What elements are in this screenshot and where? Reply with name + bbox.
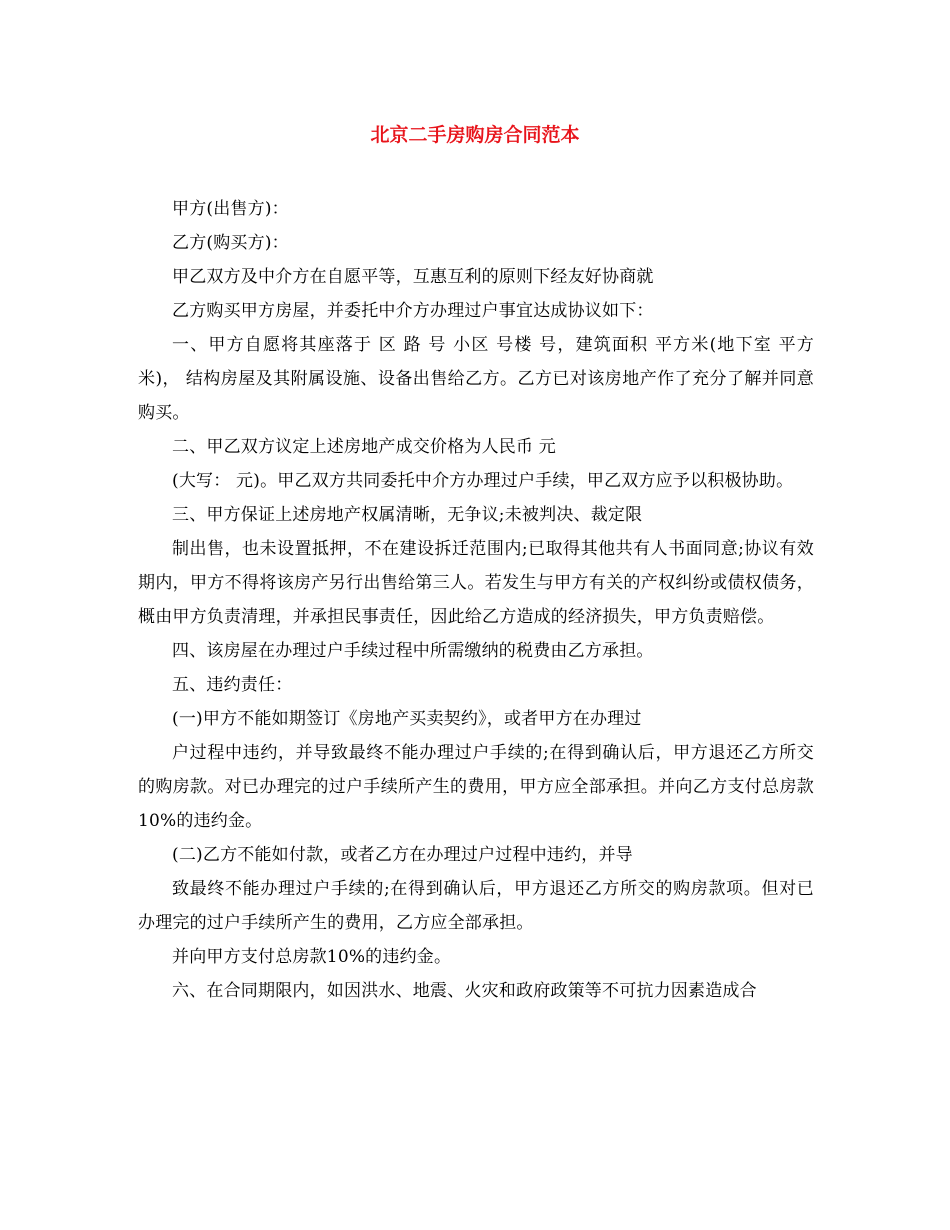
paragraph-clause-5-2-penalty: 并向甲方支付总房款10%的违约金。 (172, 947, 452, 967)
paragraph-clause-5-2: (二)乙方不能如付款，或者乙方在办理过户过程中违约，并导 (172, 845, 633, 865)
paragraph-buyer: 乙方(购买方)： (172, 233, 289, 253)
paragraph-clause-5-1: (一)甲方不能如期签订《房地产买卖契约》，或者甲方在办理过 (172, 709, 642, 729)
paragraph-clause-1: 一、甲方自愿将其座落于 区 路 号 小区 号楼 号，建筑面积 平方米(地下室 平方米)， 结构房屋及其附属设施、设备出售给乙方。乙方已对该房地产作了充分了解并同意购买。 (138, 335, 814, 423)
paragraph-clause-4: 四、该房屋在办理过户手续过程中所需缴纳的税费由乙方承担。 (172, 641, 654, 661)
paragraph-clause-5-2-cont: 致最终不能办理过户手续的;在得到确认后，甲方退还乙方所交的购房款项。但对已办理完的过户手续所产生的费用，乙方应全部承担。 (138, 879, 814, 933)
document-title: 北京二手房购房合同范本 (370, 124, 580, 146)
paragraph-clause-5-1-cont: 户过程中违约，并导致最终不能办理过户手续的;在得到确认后，甲方退还乙方所交的购房款。对已办理完的过户手续所产生的费用，甲方应全部承担。并向乙方支付总房款10%的违约金。 (138, 743, 814, 831)
paragraph-clause-5: 五、违约责任： (172, 675, 293, 695)
paragraph-clause-3-cont: 制出售，也未设置抵押，不在建设拆迁范围内;已取得其他共有人书面同意;协议有效期内，甲方不得将该房产另行出售给第三人。若发生与甲方有关的产权纠纷或债权债务，概由甲方负责清理，并承担民事责任，因此给乙方造成的经济损失，甲方负责赔偿。 (138, 539, 814, 627)
paragraph-clause-6: 六、在合同期限内，如因洪水、地震、火灾和政府政策等不可抗力因素造成合 (172, 981, 757, 1001)
paragraph-seller: 甲方(出售方)： (172, 199, 289, 219)
paragraph-intro-1: 甲乙双方及中介方在自愿平等，互惠互利的原则下经友好协商就 (172, 267, 654, 287)
paragraph-clause-2: 二、甲乙双方议定上述房地产成交价格为人民币 元 (172, 437, 557, 457)
paragraph-clause-2-cont: (大写： 元)。甲乙双方共同委托中介方办理过户手续，甲乙双方应予以积极协助。 (172, 471, 794, 491)
paragraph-clause-3: 三、甲方保证上述房地产权属清晰，无争议;未被判决、裁定限 (172, 505, 643, 525)
paragraph-intro-2: 乙方购买甲方房屋，并委托中介方办理过户事宜达成协议如下： (172, 301, 654, 321)
document-body (138, 192, 814, 1008)
